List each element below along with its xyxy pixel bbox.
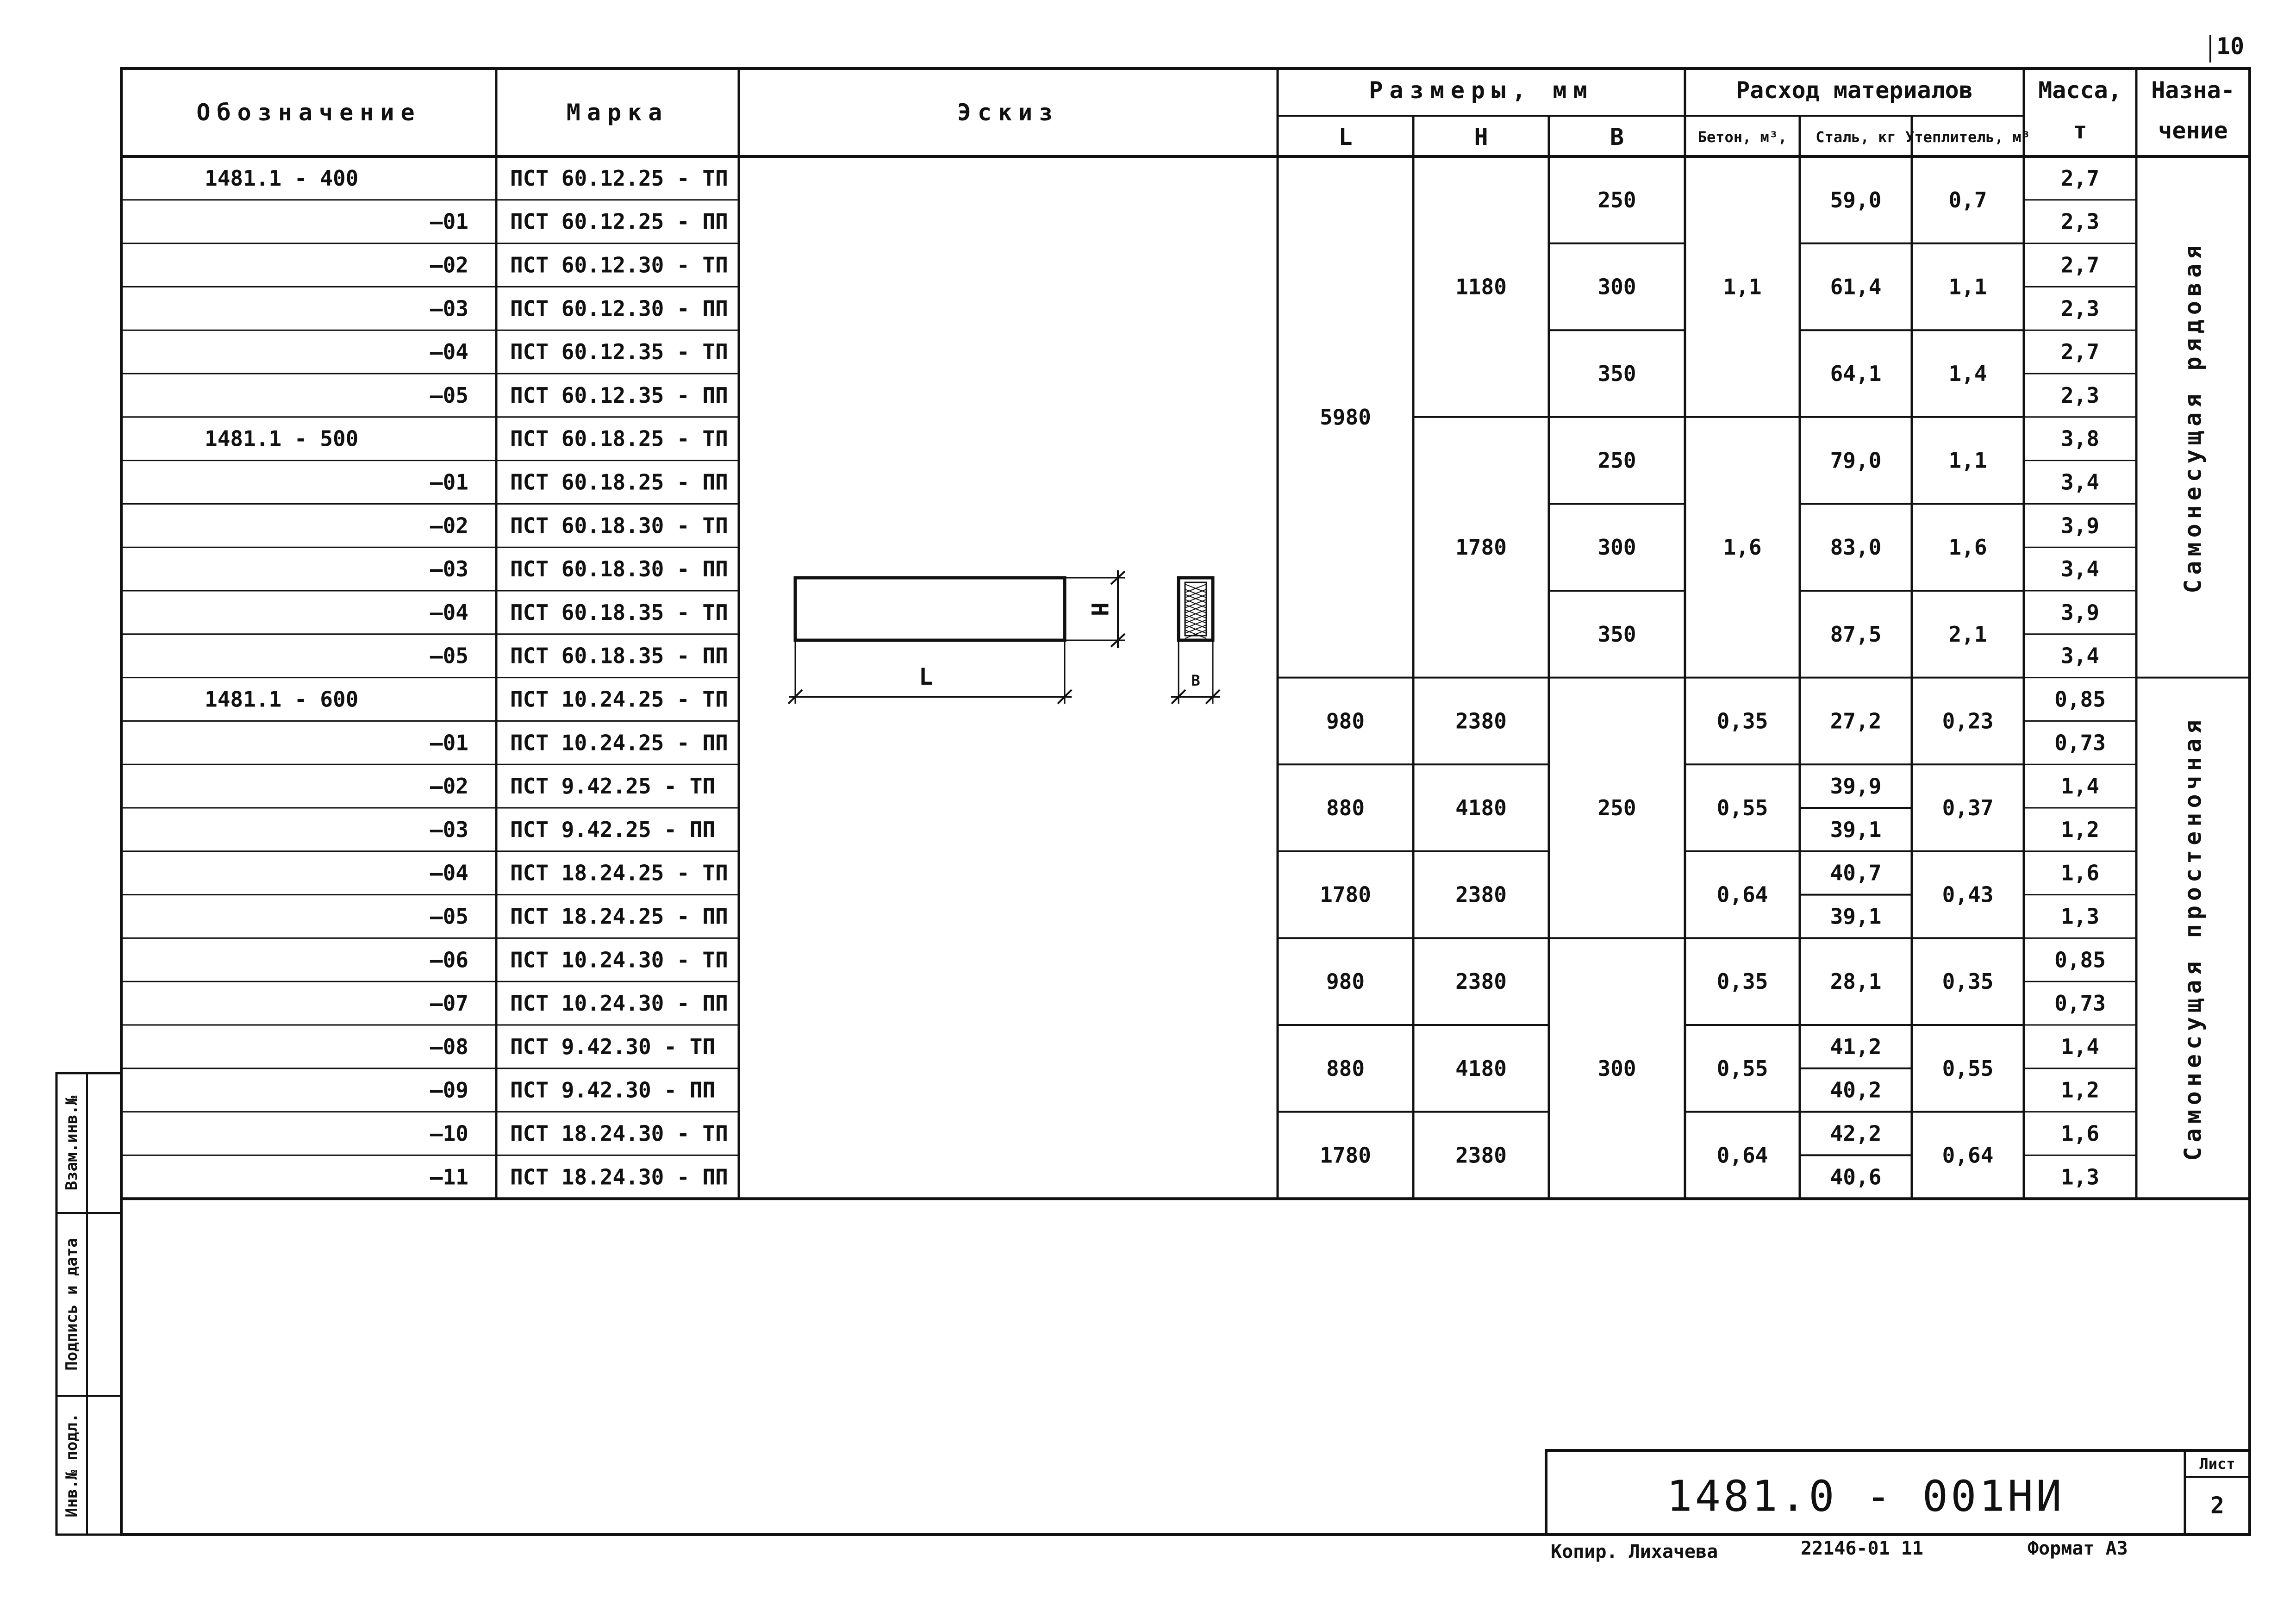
insulation-cell: 0,64 — [1942, 1143, 1994, 1168]
designation-cell: —09 — [430, 1077, 468, 1103]
header-designation: Обозначение — [196, 99, 421, 126]
footer-copied: Копир. Лихачева — [1551, 1541, 1718, 1562]
mark-cell: ПСТ 18.24.25 - ПП — [510, 904, 728, 929]
H-cell: 2380 — [1455, 969, 1507, 994]
mark-cell: ПСТ 60.12.30 - ПП — [510, 296, 728, 321]
side-label: Подпись и дата — [62, 1238, 81, 1371]
steel-cell: 39,9 — [1830, 774, 1882, 799]
insulation-cell: 0,23 — [1942, 708, 1994, 734]
H-cell: 1780 — [1455, 535, 1507, 560]
header-purpose-2: чение — [2158, 117, 2228, 144]
mass-cell: 1,6 — [2060, 1121, 2100, 1146]
insulation-cell: 0,35 — [1942, 969, 1994, 994]
mass-cell: 2,3 — [2060, 296, 2100, 321]
L-cell: 880 — [1326, 1056, 1365, 1081]
header-materials: Расход материалов — [1736, 77, 1973, 104]
designation-cell: —01 — [430, 730, 468, 756]
document-code: 1481.0 - 001НИ — [1666, 1471, 2065, 1521]
mass-cell: 3,9 — [2060, 513, 2100, 538]
header-L: L — [1338, 124, 1353, 150]
steel-cell: 59,0 — [1830, 187, 1882, 212]
designation-cell: —06 — [430, 947, 468, 973]
steel-cell: 28,1 — [1830, 969, 1882, 994]
concrete-cell: 0,35 — [1716, 708, 1768, 734]
table-text — [62, 33, 2244, 1562]
designation-cell: 1481.1 - 600 — [205, 687, 359, 712]
B-cell: 300 — [1597, 535, 1636, 560]
header-mass-unit: т — [2073, 117, 2087, 144]
designation-cell: 1481.1 - 500 — [205, 426, 359, 451]
mass-cell: 3,4 — [2060, 556, 2100, 582]
designation-cell: 1481.1 - 400 — [205, 165, 359, 191]
mass-cell: 2,3 — [2060, 382, 2100, 408]
mark-cell: ПСТ 60.12.25 - ПП — [510, 209, 728, 234]
mark-cell: ПСТ 60.12.25 - ТП — [510, 165, 728, 191]
designation-cell: —04 — [430, 600, 468, 625]
mark-cell: ПСТ 60.18.35 - ТП — [510, 600, 728, 625]
B-cell: 250 — [1597, 448, 1636, 473]
insulation-cell: 0,55 — [1942, 1056, 1994, 1081]
mark-cell: ПСТ 18.24.25 - ТП — [510, 860, 728, 886]
mark-cell: ПСТ 60.18.30 - ПП — [510, 556, 728, 582]
L-cell: 1780 — [1320, 1143, 1371, 1168]
sketch-label-H: H — [1086, 602, 1113, 617]
mass-cell: 1,6 — [2060, 860, 2100, 886]
H-cell: 4180 — [1455, 795, 1507, 820]
header-H: H — [1474, 124, 1488, 150]
steel-cell: 42,2 — [1830, 1121, 1882, 1146]
steel-cell: 83,0 — [1830, 535, 1882, 560]
side-label: Инв.№ подл. — [62, 1413, 81, 1518]
mark-cell: ПСТ 10.24.25 - ПП — [510, 730, 728, 756]
H-cell: 2380 — [1455, 708, 1507, 734]
designation-cell: —02 — [430, 252, 468, 278]
footer-order: 22146-01 11 — [1801, 1538, 1923, 1559]
purpose-cell: Самонесущая простеночная — [2179, 715, 2207, 1161]
mass-cell: 2,7 — [2060, 165, 2100, 191]
concrete-cell: 0,35 — [1716, 969, 1768, 994]
table-grid — [56, 35, 2250, 1535]
concrete-cell: 0,64 — [1716, 882, 1768, 907]
purpose-cell: Самонесущая рядовая — [2179, 240, 2207, 593]
mark-cell: ПСТ 9.42.30 - ТП — [510, 1034, 716, 1059]
B-cell: 250 — [1597, 795, 1636, 820]
designation-cell: —10 — [430, 1121, 468, 1146]
sheet-number: 2 — [2210, 1492, 2225, 1519]
insulation-cell: 1,1 — [1948, 274, 1987, 300]
mark-cell: ПСТ 60.18.35 - ПП — [510, 643, 728, 668]
designation-cell: —11 — [430, 1164, 468, 1190]
header-mass: Масса, — [2038, 77, 2122, 104]
B-cell: 350 — [1597, 361, 1636, 386]
mark-cell: ПСТ 10.24.25 - ТП — [510, 687, 728, 712]
mark-cell: ПСТ 18.24.30 - ПП — [510, 1164, 728, 1190]
mass-cell: 2,3 — [2060, 209, 2100, 234]
mark-cell: ПСТ 10.24.30 - ПП — [510, 991, 728, 1016]
designation-cell: —05 — [430, 382, 468, 408]
header-sketch: Эскиз — [957, 99, 1060, 126]
panel-outline — [795, 578, 1065, 640]
insulation-cell: 0,37 — [1942, 795, 1994, 820]
header-mark: Марка — [566, 99, 669, 126]
steel-cell: 64,1 — [1830, 361, 1882, 386]
header-purpose: Назна- — [2151, 77, 2235, 104]
designation-cell: —03 — [430, 556, 468, 582]
designation-cell: —04 — [430, 339, 468, 365]
header-steel: Сталь, кг — [1816, 128, 1896, 146]
steel-cell: 40,7 — [1830, 860, 1882, 886]
steel-cell: 40,6 — [1830, 1164, 1882, 1190]
concrete-cell: 0,55 — [1716, 795, 1768, 820]
mass-cell: 1,2 — [2060, 817, 2100, 842]
sheet-frame — [121, 69, 2250, 1535]
designation-cell: —04 — [430, 860, 468, 886]
panel-sketch — [788, 570, 1220, 704]
mark-cell: ПСТ 9.42.25 - ПП — [510, 817, 716, 842]
mark-cell: ПСТ 60.18.25 - ПП — [510, 469, 728, 495]
mark-cell: ПСТ 9.42.25 - ТП — [510, 774, 716, 799]
header-B: B — [1610, 124, 1624, 150]
L-cell: 880 — [1326, 795, 1365, 820]
mark-cell: ПСТ 60.18.25 - ТП — [510, 426, 728, 451]
L-cell: 980 — [1326, 708, 1365, 734]
steel-cell: 39,1 — [1830, 817, 1882, 842]
mass-cell: 3,8 — [2060, 426, 2100, 451]
mark-cell: ПСТ 60.12.35 - ПП — [510, 382, 728, 408]
steel-cell: 40,2 — [1830, 1077, 1882, 1103]
mass-cell: 2,7 — [2060, 339, 2100, 365]
concrete-cell: 0,55 — [1716, 1056, 1768, 1081]
mass-cell: 1,4 — [2060, 1034, 2100, 1059]
L-cell: 980 — [1326, 969, 1365, 994]
steel-cell: 39,1 — [1830, 904, 1882, 929]
header-insulation: Утеплитель, м³ — [1905, 128, 2030, 146]
insulation-cell: 2,1 — [1948, 621, 1987, 647]
insulation-cell: 0,7 — [1948, 187, 1987, 212]
mass-cell: 3,9 — [2060, 600, 2100, 625]
B-cell: 350 — [1597, 621, 1636, 647]
mass-cell: 1,3 — [2060, 1164, 2100, 1190]
concrete-cell: 1,1 — [1723, 274, 1762, 300]
H-cell: 2380 — [1455, 882, 1507, 907]
page-number: 10 — [2216, 33, 2245, 60]
mass-cell: 1,4 — [2060, 774, 2100, 799]
mark-cell: ПСТ 10.24.30 - ТП — [510, 947, 728, 973]
H-cell: 4180 — [1455, 1056, 1507, 1081]
insulation-cell: 1,1 — [1948, 448, 1987, 473]
steel-cell: 27,2 — [1830, 708, 1882, 734]
designation-cell: —05 — [430, 904, 468, 929]
steel-cell: 79,0 — [1830, 448, 1882, 473]
mass-cell: 1,3 — [2060, 904, 2100, 929]
mark-cell: ПСТ 60.12.35 - ТП — [510, 339, 728, 365]
designation-cell: —07 — [430, 991, 468, 1016]
L-cell: 5980 — [1320, 404, 1371, 430]
H-cell: 1180 — [1455, 274, 1507, 300]
insulation-cell: 1,4 — [1948, 361, 1987, 386]
designation-cell: —01 — [430, 209, 468, 234]
mass-cell: 3,4 — [2060, 643, 2100, 668]
concrete-cell: 1,6 — [1723, 535, 1762, 560]
mark-cell: ПСТ 60.12.30 - ТП — [510, 252, 728, 278]
mass-cell: 3,4 — [2060, 469, 2100, 495]
H-cell: 2380 — [1455, 1143, 1507, 1168]
designation-cell: —02 — [430, 774, 468, 799]
concrete-cell: 0,64 — [1716, 1143, 1768, 1168]
mass-cell: 0,85 — [2054, 947, 2106, 973]
insulation-cell: 0,43 — [1942, 882, 1994, 907]
sketch-label-B: B — [1191, 672, 1200, 689]
mass-cell: 0,85 — [2054, 687, 2106, 712]
mass-cell: 2,7 — [2060, 252, 2100, 278]
designation-cell: —02 — [430, 513, 468, 538]
B-cell: 250 — [1597, 187, 1636, 212]
sheet-label: Лист — [2199, 1455, 2235, 1473]
footer-format: Формат А3 — [2028, 1538, 2128, 1559]
steel-cell: 41,2 — [1830, 1034, 1882, 1059]
mark-cell: ПСТ 9.42.30 - ПП — [510, 1077, 716, 1103]
header-sizes: Размеры, мм — [1369, 77, 1594, 104]
mass-cell: 0,73 — [2054, 730, 2106, 756]
sketch-label-L: L — [918, 663, 933, 690]
mass-cell: 1,2 — [2060, 1077, 2100, 1103]
mark-cell: ПСТ 18.24.30 - ТП — [510, 1121, 728, 1146]
mark-cell: ПСТ 60.18.30 - ТП — [510, 513, 728, 538]
designation-cell: —03 — [430, 817, 468, 842]
designation-cell: —01 — [430, 469, 468, 495]
L-cell: 1780 — [1320, 882, 1371, 907]
steel-cell: 87,5 — [1830, 621, 1882, 647]
B-cell: 300 — [1597, 1056, 1636, 1081]
insulation-cell: 1,6 — [1948, 535, 1987, 560]
side-label: Взам.инв.№ — [62, 1095, 81, 1191]
B-cell: 300 — [1597, 274, 1636, 300]
designation-cell: —08 — [430, 1034, 468, 1059]
steel-cell: 61,4 — [1830, 274, 1882, 300]
mass-cell: 0,73 — [2054, 991, 2106, 1016]
designation-cell: —03 — [430, 296, 468, 321]
header-concrete: Бетон, м³, — [1697, 128, 1787, 146]
designation-cell: —05 — [430, 643, 468, 668]
